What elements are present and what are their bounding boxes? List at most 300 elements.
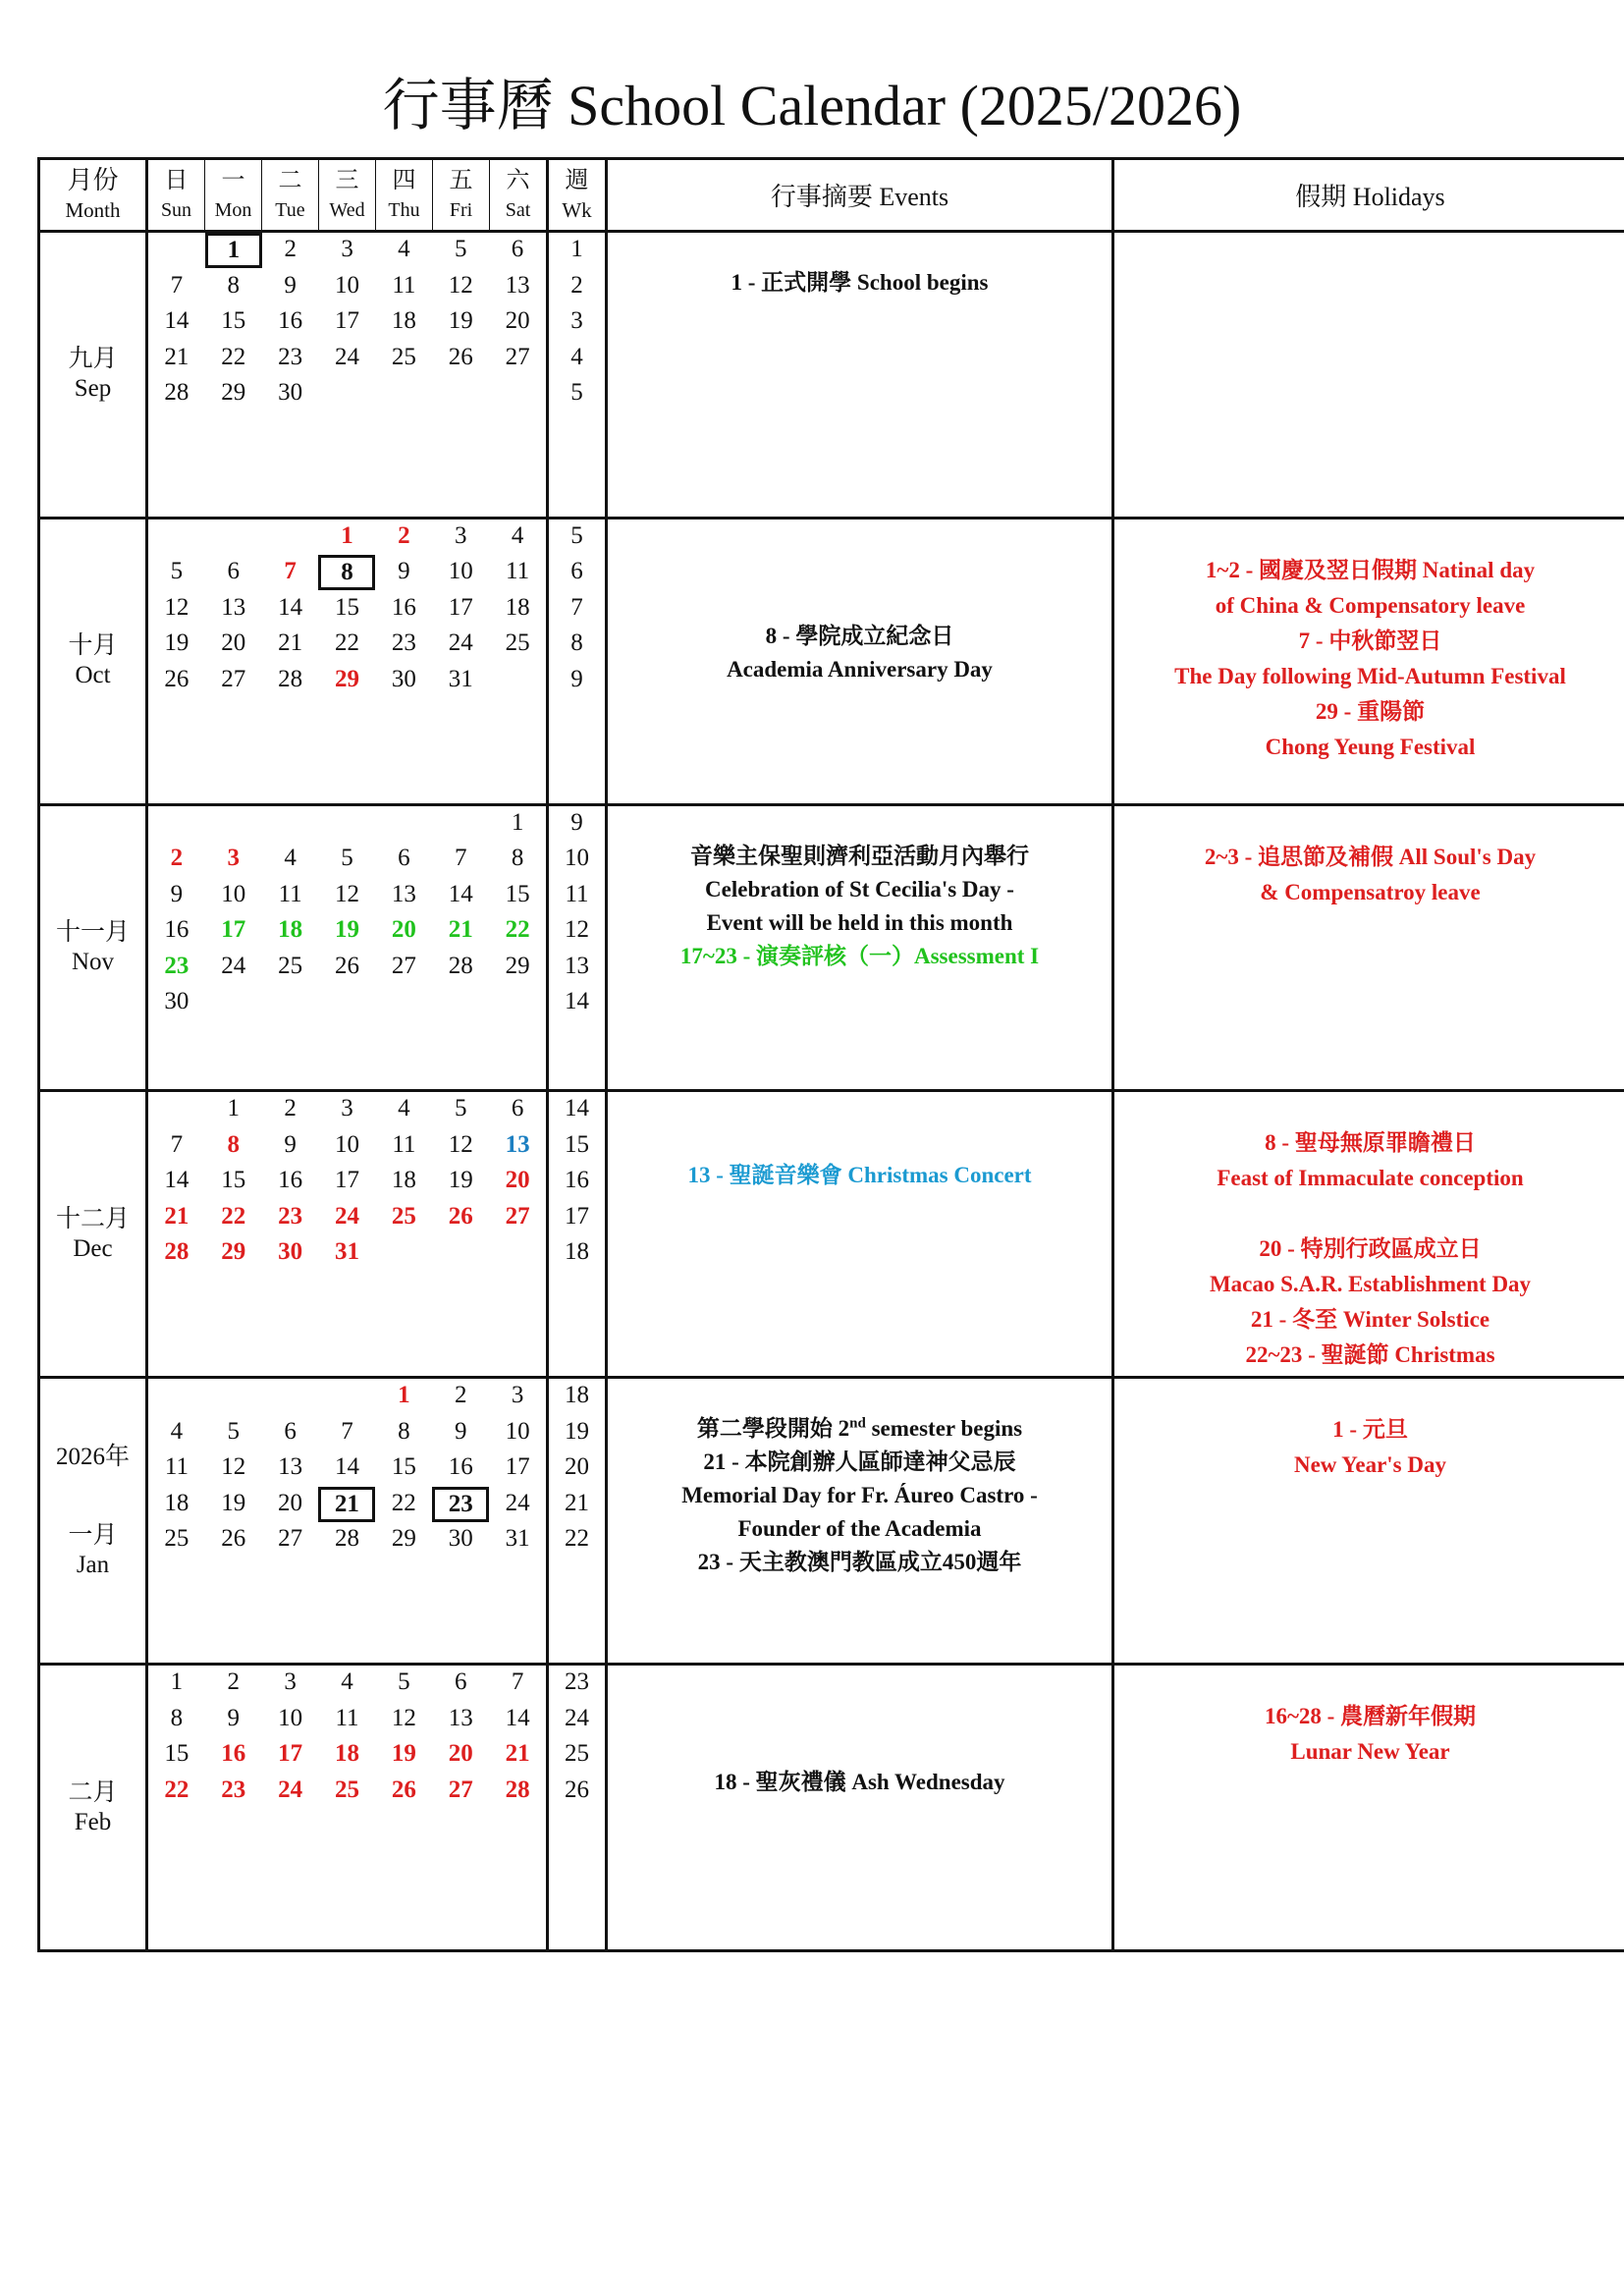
day-cell: 19 — [448, 1167, 473, 1194]
day-grid — [147, 518, 548, 804]
day-cell: 31 — [505, 1525, 530, 1553]
day-cell: 15 — [335, 593, 359, 621]
event-line: 1 - 正式開學 School begins — [731, 270, 989, 295]
day-cell: 23 — [278, 343, 303, 370]
day-cell: 17 — [278, 1740, 303, 1768]
events-cell — [607, 1091, 1113, 1378]
day-cell: 11 — [278, 880, 302, 907]
day-cell: 19 — [391, 1740, 416, 1768]
week-row — [148, 1415, 546, 1451]
day-cell: 19 — [448, 307, 473, 334]
week-header-zh: 週 — [565, 167, 589, 193]
month-name-en: Feb — [74, 1808, 112, 1835]
month-cell — [39, 1665, 147, 1951]
day-cell: 5 — [454, 236, 467, 262]
weekday-header-cell — [376, 160, 433, 230]
day-cell: 16 — [448, 1453, 473, 1481]
day-cell — [432, 1487, 489, 1523]
week-row — [148, 1702, 546, 1738]
holiday-line: of China & Compensatory leave — [1215, 592, 1526, 618]
day-cell: 29 — [221, 1238, 246, 1266]
holiday-line: 8 - 聖母無原罪瞻禮日 — [1265, 1130, 1476, 1156]
day-cell: 7 — [170, 271, 184, 299]
weekday-en: Tue — [275, 199, 305, 221]
holiday-line: 16~28 - 農曆新年假期 — [1264, 1704, 1477, 1729]
day-cell: 14 — [164, 1167, 189, 1194]
day-cell: 21 — [164, 343, 189, 370]
holiday-line: 7 - 中秋節翌日 — [1298, 628, 1442, 653]
day-cell: 13 — [505, 1130, 530, 1158]
holiday-line: 29 - 重陽節 — [1315, 698, 1426, 724]
holiday-line — [1114, 1196, 1624, 1231]
month-name-en: Dec — [73, 1234, 113, 1262]
day-cell: 6 — [511, 236, 524, 262]
ordinal-suffix: nd — [849, 1415, 866, 1432]
day-cell: 24 — [335, 343, 359, 370]
event-line — [608, 1699, 1111, 1732]
day-cell: 1 — [341, 521, 353, 549]
events-cell — [607, 518, 1113, 804]
month-cell — [39, 518, 147, 804]
day-cell: 2 — [398, 521, 410, 549]
empty-day — [319, 376, 376, 412]
day-cell: 5 — [341, 845, 353, 872]
day-cell: 1 — [398, 1382, 410, 1409]
day-cell: 25 — [391, 343, 416, 370]
week-number: 6 — [570, 558, 583, 585]
header-row — [39, 159, 1624, 232]
events-cell — [607, 1665, 1113, 1951]
day-cell: 21 — [278, 629, 303, 657]
day-cell: 28 — [164, 1238, 189, 1266]
day-cell: 12 — [164, 593, 189, 621]
empty-day — [432, 1235, 489, 1272]
empty-day — [262, 806, 319, 843]
day-cell: 20 — [221, 629, 246, 657]
day-cell: 3 — [341, 1095, 353, 1122]
empty-day — [489, 985, 546, 1021]
day-cell: 5 — [398, 1668, 410, 1696]
day-cell: 28 — [164, 379, 189, 406]
day-cell: 6 — [227, 558, 240, 585]
day-cell: 22 — [505, 916, 530, 944]
day-cell: 26 — [335, 952, 359, 979]
day-cell: 29 — [505, 952, 530, 979]
day-cell: 13 — [505, 271, 530, 299]
day-cell: 30 — [391, 665, 416, 692]
event-line: Celebration of St Cecilia's Day - — [705, 876, 1014, 902]
event-line: 23 - 天主教澳門教區成立450週年 — [697, 1550, 1022, 1575]
day-cell: 10 — [221, 880, 246, 907]
holiday-line: Lunar New Year — [1290, 1739, 1450, 1765]
week-row — [148, 1164, 546, 1200]
day-cell: 1 — [227, 1095, 241, 1122]
day-cell: 10 — [448, 558, 473, 585]
day-cell: 3 — [227, 845, 241, 872]
week-row — [148, 591, 546, 628]
weekday-en: Thu — [388, 199, 420, 221]
week-number-cell — [548, 804, 607, 1091]
day-cell: 14 — [505, 1704, 530, 1731]
week-number: 9 — [570, 808, 583, 836]
day-cell: 5 — [454, 1095, 467, 1122]
week-row — [148, 950, 546, 986]
day-cell: 31 — [448, 665, 473, 692]
weekday-en: Wed — [329, 199, 365, 221]
weekday-en: Fri — [449, 199, 473, 221]
empty-day — [148, 519, 205, 556]
week-number: 12 — [565, 916, 589, 944]
week-number: 14 — [565, 988, 589, 1015]
week-row — [148, 1522, 546, 1558]
day-cell: 26 — [221, 1525, 246, 1553]
day-cell: 23 — [391, 629, 416, 657]
day-cell: 8 — [170, 1704, 184, 1731]
holidays-cell — [1113, 1378, 1624, 1665]
week-row — [148, 269, 546, 305]
holidays-cell — [1113, 1665, 1624, 1951]
calendar-table — [37, 157, 1624, 1952]
event-line — [608, 586, 1111, 620]
day-cell: 4 — [398, 236, 410, 262]
day-cell: 14 — [164, 307, 189, 334]
day-cell: 12 — [335, 880, 359, 907]
calendar-body — [39, 232, 1624, 1951]
day-cell: 11 — [164, 1453, 189, 1481]
holidays-cell — [1113, 232, 1624, 519]
week-row — [148, 1737, 546, 1774]
day-cell: 4 — [511, 521, 524, 549]
empty-day — [205, 1379, 262, 1415]
week-row — [148, 663, 546, 699]
day-cell: 13 — [221, 593, 246, 621]
holiday-line: 1 - 元旦 — [1332, 1417, 1408, 1443]
month-name-zh: 十一月 — [55, 919, 130, 947]
week-row — [148, 806, 546, 843]
day-cell: 23 — [221, 1776, 246, 1803]
day-cell: 5 — [227, 1417, 241, 1445]
week-column-header — [548, 159, 607, 232]
day-cell: 27 — [448, 1776, 473, 1803]
week-row — [148, 1450, 546, 1487]
day-cell: 24 — [335, 1202, 359, 1230]
day-cell: 7 — [511, 1668, 524, 1696]
week-number: 18 — [565, 1238, 589, 1266]
event-line: 8 - 學院成立紀念日 — [765, 623, 954, 648]
day-cell — [318, 555, 375, 591]
month-row — [39, 232, 1624, 519]
day-cell: 22 — [221, 1202, 246, 1230]
day-cell: 31 — [335, 1238, 359, 1266]
day-cell: 19 — [221, 1489, 246, 1516]
holiday-line: 21 - 冬至 Winter Solstice — [1250, 1307, 1490, 1333]
event-line: 第二學段開始 2nd semester begins — [696, 1415, 1023, 1442]
day-cell: 26 — [164, 665, 189, 692]
week-number-cell — [548, 232, 607, 519]
week-number: 3 — [570, 307, 583, 334]
week-number: 17 — [565, 1202, 589, 1230]
empty-day — [205, 985, 262, 1021]
day-cell: 25 — [335, 1776, 359, 1803]
day-cell: 21 — [448, 916, 473, 944]
day-grid — [147, 1091, 548, 1378]
empty-day — [319, 806, 376, 843]
day-number: 1 — [205, 233, 262, 268]
weekday-en: Mon — [214, 199, 252, 221]
event-line: 音樂主保聖則濟利亞活動月內舉行 — [690, 843, 1029, 868]
day-cell: 22 — [391, 1489, 416, 1516]
month-column-header — [39, 159, 147, 232]
empty-day — [148, 806, 205, 843]
day-cell: 15 — [391, 1453, 416, 1481]
day-cell: 26 — [391, 1776, 416, 1803]
day-cell: 10 — [335, 1130, 359, 1158]
day-cell: 16 — [391, 593, 416, 621]
week-row — [148, 1666, 546, 1702]
day-cell — [205, 233, 262, 269]
week-number: 19 — [565, 1417, 589, 1445]
events-cell — [607, 1378, 1113, 1665]
day-cell: 6 — [398, 845, 410, 872]
empty-day — [375, 376, 432, 412]
day-cell: 11 — [392, 1130, 416, 1158]
week-number: 25 — [565, 1740, 589, 1768]
day-cell: 3 — [511, 1382, 524, 1409]
week-row — [148, 1128, 546, 1165]
day-cell: 16 — [278, 1167, 303, 1194]
day-cell: 18 — [391, 1167, 416, 1194]
month-cell — [39, 1091, 147, 1378]
day-cell: 3 — [341, 236, 353, 262]
day-cell: 2 — [227, 1668, 241, 1696]
week-row — [148, 1379, 546, 1415]
day-cell: 14 — [448, 880, 473, 907]
day-cell: 13 — [278, 1453, 303, 1481]
day-cell: 15 — [221, 307, 246, 334]
day-cell: 9 — [284, 1130, 297, 1158]
day-cell: 9 — [398, 558, 410, 585]
week-number: 16 — [565, 1167, 589, 1194]
holiday-line: 22~23 - 聖誕節 Christmas — [1245, 1342, 1495, 1368]
weekday-zh: 五 — [449, 168, 473, 193]
empty-day — [148, 233, 205, 269]
month-name-en: Sep — [74, 375, 112, 403]
day-cell: 3 — [454, 521, 467, 549]
day-cell: 8 — [511, 845, 524, 872]
day-cell: 18 — [164, 1489, 189, 1516]
month-name-zh: 十月 — [68, 632, 118, 660]
day-cell: 14 — [335, 1453, 359, 1481]
holiday-line: 1~2 - 國慶及翌日假期 Natinal day — [1205, 557, 1536, 582]
week-number-cell — [548, 1091, 607, 1378]
day-cell: 23 — [164, 952, 189, 979]
weekday-header-cells — [148, 160, 546, 230]
event-line: 18 - 聖灰禮儀 Ash Wednesday — [714, 1770, 1005, 1795]
day-cell: 30 — [448, 1525, 473, 1553]
day-cell: 4 — [398, 1095, 410, 1122]
event-line: Memorial Day for Fr. Áureo Castro - — [681, 1483, 1038, 1508]
week-number: 26 — [565, 1776, 589, 1803]
holiday-line: & Compensatroy leave — [1260, 879, 1481, 904]
week-row — [148, 341, 546, 377]
week-number-cell — [548, 1665, 607, 1951]
day-cell: 10 — [335, 271, 359, 299]
week-number: 11 — [565, 880, 589, 907]
week-number: 22 — [565, 1525, 589, 1553]
day-cell: 29 — [221, 379, 246, 406]
empty-day — [262, 519, 319, 556]
month-row — [39, 518, 1624, 804]
week-row — [148, 627, 546, 663]
week-row — [148, 1487, 546, 1523]
week-row — [148, 842, 546, 878]
day-cell: 15 — [164, 1740, 189, 1768]
day-cell: 28 — [448, 952, 473, 979]
day-cell: 28 — [278, 665, 303, 692]
month-name-zh: 二月 — [68, 1778, 118, 1806]
day-cell: 24 — [278, 1776, 303, 1803]
day-cell: 9 — [284, 271, 297, 299]
day-number: 23 — [432, 1487, 489, 1522]
day-cell: 22 — [221, 343, 246, 370]
day-cell: 12 — [221, 1453, 246, 1481]
day-cell: 24 — [505, 1489, 530, 1516]
week-number: 8 — [570, 629, 583, 657]
week-number: 14 — [565, 1095, 589, 1122]
week-number: 2 — [570, 271, 583, 299]
day-cell: 17 — [335, 1167, 359, 1194]
day-cell: 2 — [284, 1095, 297, 1122]
day-cell: 28 — [505, 1776, 530, 1803]
empty-day — [262, 1379, 319, 1415]
holidays-cell — [1113, 1091, 1624, 1378]
event-line — [608, 1732, 1111, 1766]
empty-day — [432, 376, 489, 412]
day-cell: 20 — [277, 1489, 302, 1516]
day-cell: 8 — [227, 1130, 241, 1158]
page-title: 行事曆 School Calendar (2025/2026) — [382, 74, 1242, 137]
weekday-header-cell — [205, 160, 262, 230]
empty-day — [205, 806, 262, 843]
day-cell: 7 — [341, 1417, 353, 1445]
day-cell: 22 — [164, 1776, 189, 1803]
day-cell: 20 — [391, 916, 416, 944]
week-number: 18 — [565, 1382, 589, 1409]
day-cell: 12 — [391, 1704, 416, 1731]
day-cell: 25 — [164, 1525, 189, 1553]
day-cell: 10 — [278, 1704, 303, 1731]
month-name-zh: 一月 — [68, 1521, 118, 1549]
day-cell: 20 — [505, 1167, 530, 1194]
week-number-cell — [548, 518, 607, 804]
holidays-column-header: 假期 Holidays — [1113, 159, 1624, 232]
day-cell: 2 — [170, 845, 184, 872]
day-cell: 13 — [391, 880, 416, 907]
holiday-line: 2~3 - 追思節及補假 All Soul's Day — [1204, 844, 1537, 869]
day-cell: 1 — [511, 808, 524, 836]
day-cell: 25 — [278, 952, 303, 979]
week-number: 21 — [565, 1489, 589, 1516]
month-header-zh: 月份 — [67, 165, 119, 194]
month-name-en: Jan — [76, 1551, 110, 1578]
day-cell: 18 — [505, 593, 530, 621]
holidays-cell — [1113, 804, 1624, 1091]
day-cell: 7 — [170, 1130, 184, 1158]
week-row — [148, 1200, 546, 1236]
week-number: 4 — [570, 343, 583, 370]
month-cell — [39, 232, 147, 519]
month-name-en: Nov — [71, 949, 115, 976]
empty-day — [205, 519, 262, 556]
day-cell: 4 — [284, 845, 297, 872]
week-number: 13 — [565, 952, 589, 979]
day-cell: 24 — [448, 629, 473, 657]
event-line: Academia Anniversary Day — [727, 656, 993, 682]
holiday-line: Macao S.A.R. Establishment Day — [1209, 1272, 1532, 1297]
month-row — [39, 1378, 1624, 1665]
weekday-zh: 三 — [335, 168, 359, 193]
holiday-line: 20 - 特別行政區成立日 — [1259, 1236, 1482, 1262]
day-cell: 29 — [391, 1525, 416, 1553]
weekday-header-cell — [490, 160, 546, 230]
month-row — [39, 1665, 1624, 1951]
day-cell: 23 — [278, 1202, 303, 1230]
empty-day — [432, 985, 489, 1021]
events-cell — [607, 804, 1113, 1091]
day-cell: 21 — [164, 1202, 189, 1230]
day-cell: 4 — [341, 1668, 353, 1696]
week-row — [148, 555, 546, 591]
week-row — [148, 376, 546, 412]
day-cell: 4 — [170, 1417, 184, 1445]
week-row — [148, 233, 546, 269]
day-cell: 6 — [454, 1668, 467, 1696]
day-cell: 8 — [227, 271, 241, 299]
event-line: Founder of the Academia — [737, 1516, 982, 1542]
empty-day — [319, 1379, 376, 1415]
day-cell: 10 — [505, 1417, 530, 1445]
day-cell: 20 — [448, 1740, 473, 1768]
day-cell: 9 — [170, 880, 184, 907]
month-row — [39, 1091, 1624, 1378]
day-cell: 17 — [505, 1453, 530, 1481]
week-row — [148, 1235, 546, 1272]
week-number-cell — [548, 1378, 607, 1665]
month-header-en: Month — [65, 197, 121, 222]
weekday-zh: 日 — [164, 168, 189, 193]
day-cell: 6 — [511, 1095, 524, 1122]
day-cell: 5 — [170, 558, 184, 585]
empty-day — [375, 1235, 432, 1272]
week-row — [148, 985, 546, 1021]
month-cell — [39, 1378, 147, 1665]
day-cell: 30 — [278, 379, 303, 406]
event-line: 17~23 - 演奏評核（一）Assessment I — [679, 943, 1040, 968]
day-cell: 29 — [335, 665, 359, 692]
day-cell: 11 — [506, 558, 530, 585]
event-line: 13 - 聖誕音樂會 Christmas Concert — [687, 1163, 1032, 1188]
day-cell: 20 — [505, 307, 530, 334]
week-row — [148, 519, 546, 556]
day-cell: 2 — [284, 236, 297, 262]
month-name-zh: 十二月 — [55, 1205, 130, 1232]
day-cell: 21 — [505, 1740, 530, 1768]
day-cell: 24 — [221, 952, 246, 979]
day-cell: 19 — [164, 629, 189, 657]
weekday-zh: 二 — [278, 168, 302, 193]
week-number: 1 — [570, 236, 583, 262]
day-grid — [147, 804, 548, 1091]
